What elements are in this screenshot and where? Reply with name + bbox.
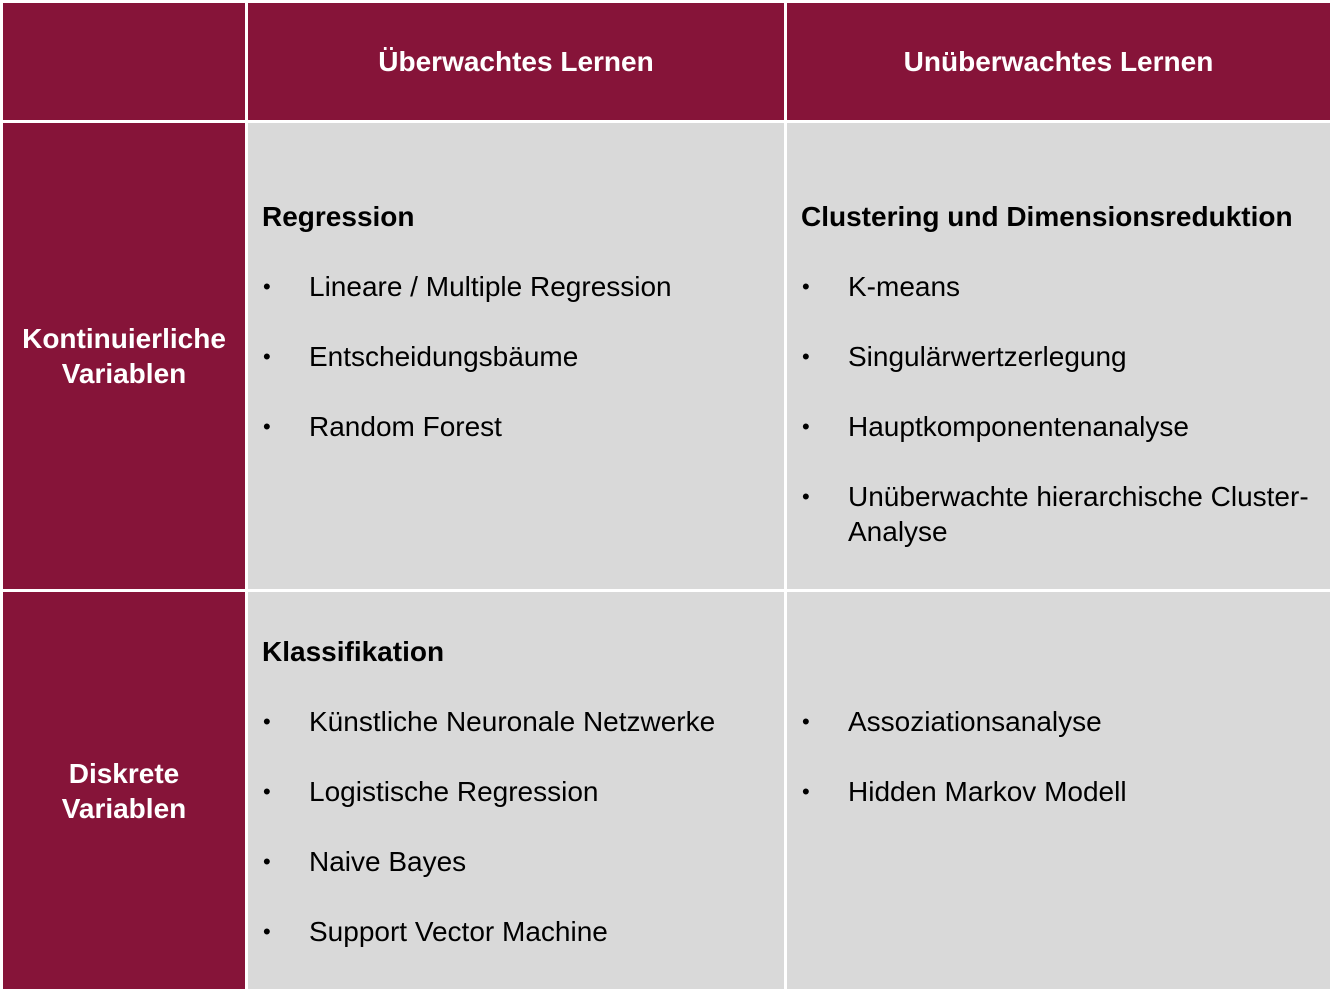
list-item (801, 704, 1322, 739)
list-item-text: Unüberwachte hierarchische Cluster-Analyse (848, 481, 1309, 547)
bullet-icon: • (263, 709, 271, 734)
list-item (262, 704, 776, 739)
bullet-icon: • (263, 414, 271, 439)
list-item-text: Hauptkomponentenanalyse (848, 411, 1189, 442)
row-label-line: Variablen (61, 792, 187, 824)
header-unsupervised (787, 3, 1330, 120)
cell-heading: Clustering und Dimensionsreduktion (801, 201, 1293, 232)
method-list (262, 704, 776, 949)
bullet-icon: • (263, 849, 271, 874)
method-list (801, 704, 1322, 809)
cell-heading: Klassifikation (262, 636, 445, 667)
cell-heading: Regression (262, 201, 415, 232)
list-item (262, 409, 776, 444)
list-item-text: K-means (848, 271, 961, 302)
bullet-icon: • (802, 414, 810, 439)
list-item-text: Singulärwertzerlegung (848, 341, 1127, 372)
bullet-icon: • (802, 344, 810, 369)
list-item (262, 269, 776, 304)
list-item (801, 409, 1322, 444)
bullet-icon: • (263, 919, 271, 944)
list-item-text: Lineare / Multiple Regression (309, 271, 672, 302)
bullet-icon: • (263, 274, 271, 299)
list-item (262, 774, 776, 809)
method-list (262, 269, 776, 444)
bullet-icon: • (263, 779, 271, 804)
list-item (801, 774, 1322, 809)
header-unsupervised-label: Unüberwachtes Lernen (903, 45, 1214, 77)
row-label-discrete (3, 592, 245, 989)
list-item (801, 269, 1322, 304)
list-item-text: Logistische Regression (309, 776, 599, 807)
list-item (801, 339, 1322, 374)
list-item-text: Support Vector Machine (309, 916, 608, 947)
bullet-icon: • (263, 344, 271, 369)
bullet-icon: • (802, 709, 810, 734)
list-item (801, 479, 1322, 549)
list-item (262, 914, 776, 949)
bullet-icon: • (802, 779, 810, 804)
list-item-text: Naive Bayes (309, 846, 467, 877)
row-label-line: Diskrete (68, 757, 180, 789)
cell-discrete-unsupervised (787, 592, 1330, 989)
bullet-icon: • (802, 274, 810, 299)
list-item-text: Assoziationsanalyse (848, 706, 1102, 737)
list-item (262, 339, 776, 374)
cell-continuous-unsupervised (787, 123, 1330, 589)
header-corner-cell (3, 3, 245, 120)
bullet-icon: • (802, 484, 810, 509)
cell-discrete-supervised (248, 592, 784, 989)
header-supervised-label: Überwachtes Lernen (378, 45, 654, 77)
row-label-line: Kontinuierliche (22, 323, 226, 354)
row-label-line: Variablen (61, 358, 187, 389)
row-label-continuous (3, 123, 245, 589)
header-supervised (248, 3, 784, 120)
list-item-text: Hidden Markov Modell (848, 776, 1127, 807)
list-item-text: Random Forest (309, 411, 502, 442)
list-item-text: Künstliche Neuronale Netzwerke (309, 706, 716, 737)
cell-continuous-supervised (248, 123, 784, 589)
list-item-text: Entscheidungsbäume (309, 341, 579, 372)
list-item (262, 844, 776, 879)
method-list (801, 269, 1322, 549)
